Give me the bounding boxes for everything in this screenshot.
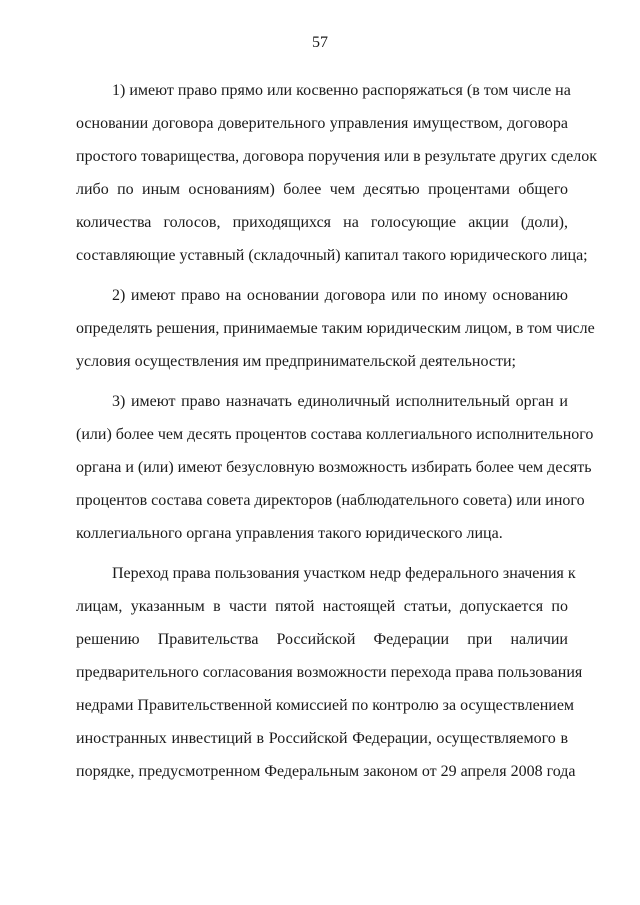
text-line: простого товарищества, договора поручения или в результате других сделок — [76, 148, 598, 165]
paragraph-4 — [76, 557, 583, 788]
text-line: органа и (или) имеют безусловную возможность избирать более чем десять — [76, 459, 592, 476]
text-line: решению Правительства Российской Федерации при наличии — [76, 631, 568, 648]
text-line: 1) имеют право прямо или косвенно распоряжаться (в том числе на — [112, 82, 571, 99]
paragraph-3 — [76, 385, 594, 550]
text-line: Переход права пользования участком недр федерального значения к — [112, 565, 576, 582]
paragraph-1 — [76, 74, 598, 272]
text-line: предварительного согласования возможности перехода права пользования — [76, 664, 583, 681]
text-line: 2) имеют право на основании договора или по иному основанию — [112, 287, 568, 304]
text-line: иностранных инвестиций в Российской Федерации, осуществляемого в — [76, 730, 568, 747]
text-line: либо по иным основаниям) более чем десятью процентами общего — [76, 181, 568, 198]
text-line: 3) имеют право назначать единоличный исполнительный орган и — [112, 393, 568, 410]
text-line: процентов состава совета директоров (наблюдательного совета) или иного — [76, 492, 585, 509]
text-line: количества голосов, приходящихся на голосующие акции (доли), — [76, 214, 568, 231]
text-line: лицам, указанным в части пятой настоящей статьи, допускается по — [76, 598, 568, 615]
paragraph-2 — [76, 279, 595, 378]
text-line: составляющие уставный (складочный) капитал такого юридического лица; — [76, 247, 588, 264]
document-body — [76, 74, 598, 788]
page-number: 57 — [312, 34, 328, 51]
text-line: (или) более чем десять процентов состава коллегиального исполнительного — [76, 426, 594, 443]
text-line: основании договора доверительного управления имуществом, договора — [76, 115, 568, 132]
text-line: недрами Правительственной комиссией по контролю за осуществлением — [76, 697, 575, 714]
text-line: порядке, предусмотренном Федеральным законом от 29 апреля 2008 года — [76, 763, 576, 780]
text-line: коллегиального органа управления такого юридического лица. — [76, 525, 503, 542]
text-line: условия осуществления им предпринимательской деятельности; — [76, 353, 516, 370]
text-line: определять решения, принимаемые таким юридическим лицом, в том числе — [76, 320, 595, 337]
